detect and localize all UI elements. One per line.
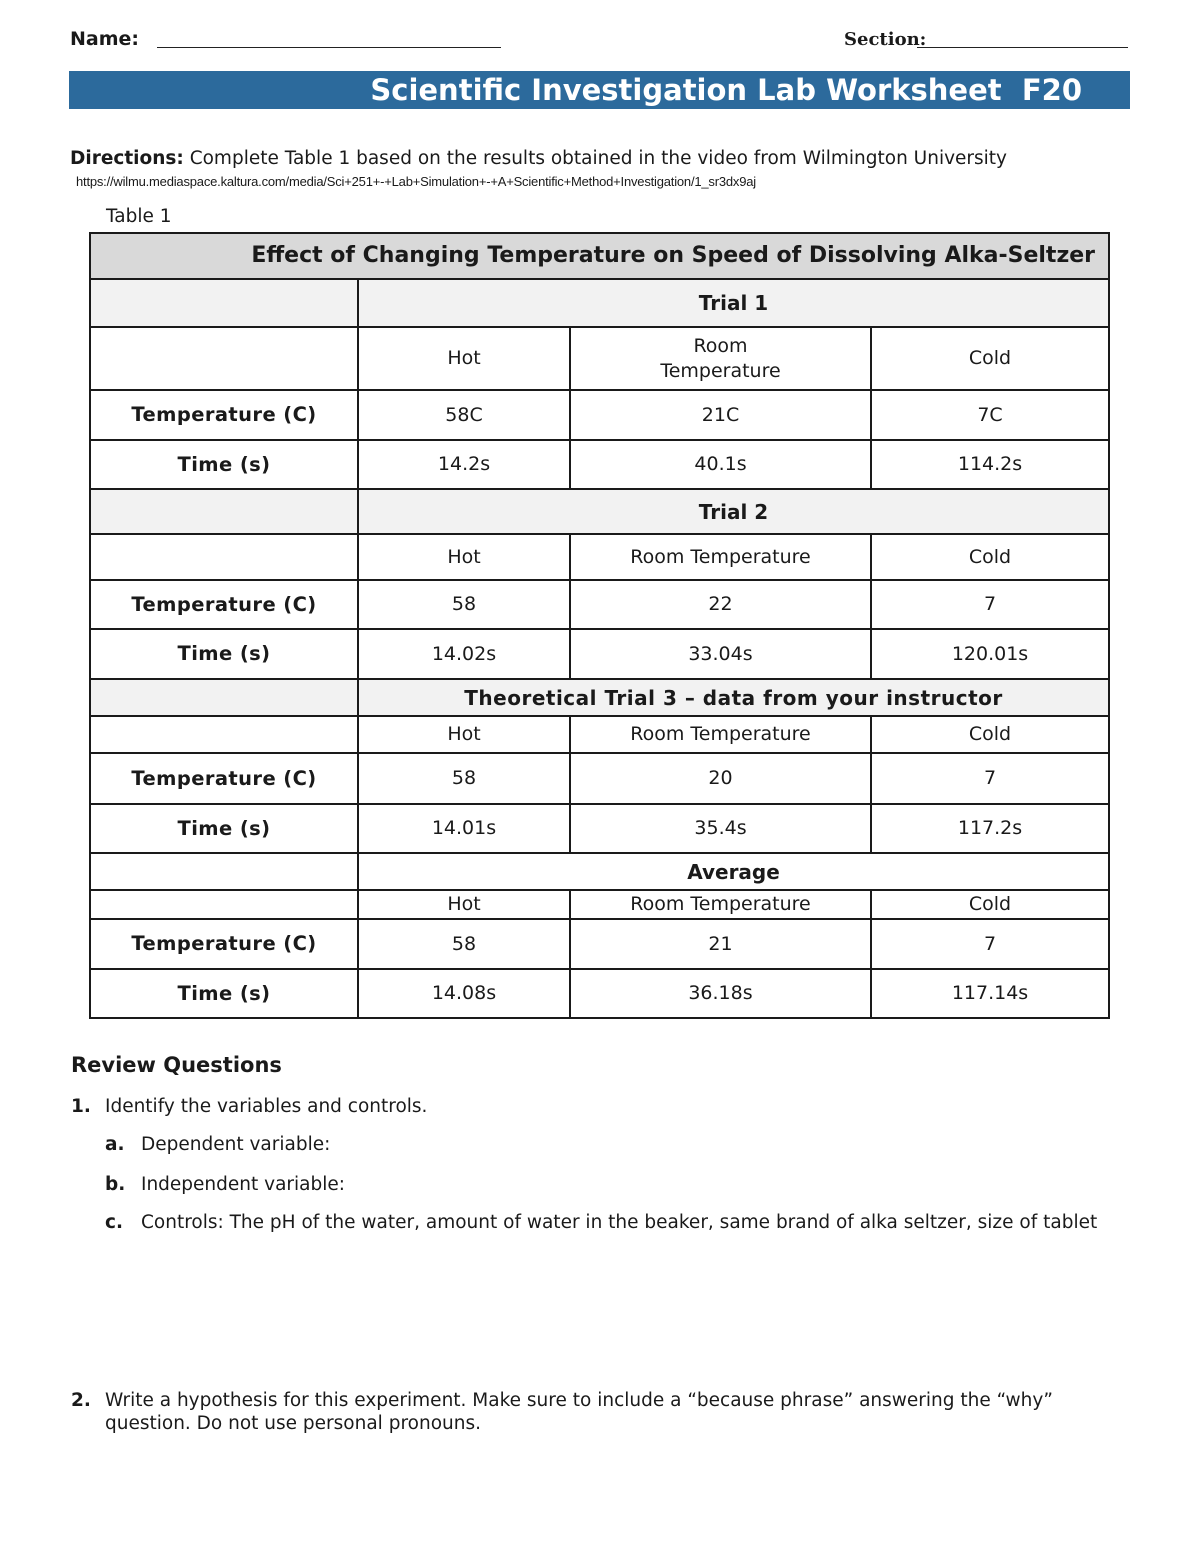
directions — [70, 148, 1007, 169]
temperature-row-label: Temperature (C) — [90, 753, 358, 804]
empty-cell — [90, 534, 358, 580]
table-cell: 14.08s — [358, 969, 570, 1018]
condition-room: Room Temperature — [570, 890, 871, 919]
table-cell: 14.01s — [358, 804, 570, 853]
condition-cold: Cold — [871, 716, 1109, 753]
table-cell: 114.2s — [871, 440, 1109, 489]
table-cell: 33.04s — [570, 629, 871, 679]
average-header: Average — [358, 853, 1109, 890]
condition-hot: Hot — [358, 327, 570, 390]
table-cell: 117.14s — [871, 969, 1109, 1018]
table-cell: 58C — [358, 390, 570, 440]
empty-cell — [90, 489, 358, 534]
table-cell: 40.1s — [570, 440, 871, 489]
condition-hot: Hot — [358, 890, 570, 919]
table-cell: 58 — [358, 919, 570, 969]
table-cell: 21 — [570, 919, 871, 969]
table-cell: 14.2s — [358, 440, 570, 489]
table-cell: 58 — [358, 580, 570, 629]
sub-question-text: Dependent variable: — [141, 1134, 331, 1155]
time-row-label: Time (s) — [90, 969, 358, 1018]
table-row — [90, 489, 1109, 534]
table-row — [90, 279, 1109, 327]
question-text: Identify the variables and controls. — [105, 1096, 428, 1117]
video-url-link[interactable]: https://wilmu.mediaspace.kaltura.com/media/Sci+251+-+Lab+Simulation+-+A+Scientific+Method+Investigation/1_sr3dx9aj — [76, 174, 756, 189]
condition-cold: Cold — [871, 890, 1109, 919]
results-table — [89, 232, 1110, 1019]
empty-cell — [90, 279, 358, 327]
table-cell: 35.4s — [570, 804, 871, 853]
table-cell: 7 — [871, 580, 1109, 629]
table-row — [90, 716, 1109, 753]
empty-cell — [90, 890, 358, 919]
table-row — [90, 390, 1109, 440]
table-row — [90, 679, 1109, 716]
review-questions-heading: Review Questions — [71, 1053, 282, 1077]
condition-room: Room Temperature — [570, 327, 871, 390]
empty-cell — [90, 853, 358, 890]
condition-hot: Hot — [358, 534, 570, 580]
question-1 — [71, 1095, 1131, 1119]
table-cell: 58 — [358, 753, 570, 804]
trial-3-header: Theoretical Trial 3 – data from your instructor — [358, 679, 1109, 716]
table-cell: 21C — [570, 390, 871, 440]
table-row — [90, 534, 1109, 580]
temperature-row-label: Temperature (C) — [90, 919, 358, 969]
table-row — [90, 580, 1109, 629]
section-field-line[interactable] — [917, 47, 1128, 48]
table-title: Effect of Changing Temperature on Speed of Dissolving Alka-Seltzer — [90, 233, 1109, 279]
condition-cold: Cold — [871, 534, 1109, 580]
trial-1-header: Trial 1 — [358, 279, 1109, 327]
sub-question-text: Controls: The pH of the water, amount of water in the beaker, same brand of alka seltzer, size of tablet — [141, 1212, 1098, 1233]
table-cell: 7 — [871, 753, 1109, 804]
table-row — [90, 629, 1109, 679]
sub-question-letter: a. — [105, 1134, 125, 1155]
table-row — [90, 890, 1109, 919]
title-banner — [69, 71, 1130, 109]
time-row-label: Time (s) — [90, 804, 358, 853]
temperature-row-label: Temperature (C) — [90, 580, 358, 629]
sub-question-letter: c. — [105, 1212, 123, 1233]
condition-cold: Cold — [871, 327, 1109, 390]
table-row — [90, 919, 1109, 969]
question-1a — [105, 1133, 1105, 1157]
trial-2-header: Trial 2 — [358, 489, 1109, 534]
question-1c — [105, 1211, 1105, 1261]
table-cell: 14.02s — [358, 629, 570, 679]
empty-cell — [90, 327, 358, 390]
question-text: Write a hypothesis for this experiment. Make sure to include a “because phrase” answering the “why” question. Do not use personal pronouns. — [105, 1390, 1053, 1434]
table-cell: 36.18s — [570, 969, 871, 1018]
question-number: 2. — [71, 1390, 91, 1411]
condition-room: Room Temperature — [570, 716, 871, 753]
table-cell: 20 — [570, 753, 871, 804]
table-row — [90, 440, 1109, 489]
table-row — [90, 327, 1109, 390]
temperature-row-label: Temperature (C) — [90, 390, 358, 440]
table-cell: 117.2s — [871, 804, 1109, 853]
table-cell: 7 — [871, 919, 1109, 969]
table-row — [90, 969, 1109, 1018]
name-field-line[interactable] — [157, 47, 501, 48]
sub-question-text: Independent variable: — [141, 1174, 346, 1195]
question-1b — [105, 1173, 1105, 1197]
directions-text: Complete Table 1 based on the results obtained in the video from Wilmington University — [183, 148, 1007, 169]
empty-cell — [90, 679, 358, 716]
condition-hot: Hot — [358, 716, 570, 753]
sub-question-letter: b. — [105, 1174, 126, 1195]
table-row — [90, 753, 1109, 804]
empty-cell — [90, 716, 358, 753]
table-cell: 7C — [871, 390, 1109, 440]
time-row-label: Time (s) — [90, 440, 358, 489]
table-row — [90, 853, 1109, 890]
section-label: Section: — [844, 29, 927, 50]
question-2 — [71, 1389, 1131, 1439]
page-title: Scientific Investigation Lab Worksheet F20 — [370, 73, 1082, 107]
table-cell: 120.01s — [871, 629, 1109, 679]
table-caption: Table 1 — [106, 206, 172, 227]
question-number: 1. — [71, 1096, 91, 1117]
table-cell: 22 — [570, 580, 871, 629]
directions-label: Directions: — [70, 148, 184, 169]
name-label: Name: — [70, 28, 140, 50]
time-row-label: Time (s) — [90, 629, 358, 679]
condition-room: Room Temperature — [570, 534, 871, 580]
table-row — [90, 804, 1109, 853]
